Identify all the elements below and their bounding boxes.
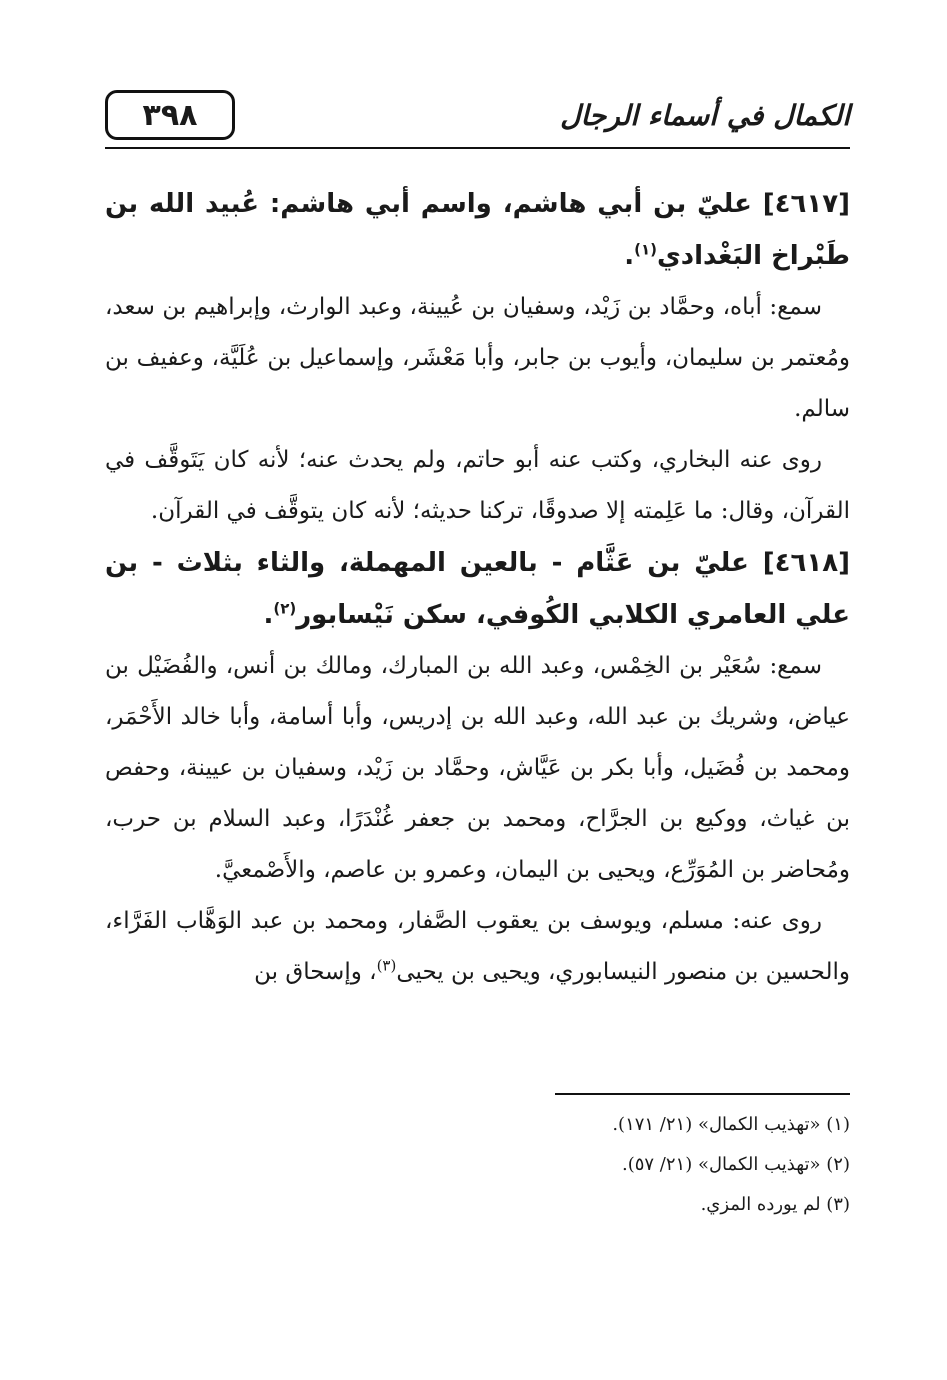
- footnote: (٢) «تهذيب الكمال» (٢١/ ٥٧).: [621, 1154, 850, 1175]
- footnote: (١) «تهذيب الكمال» (٢١/ ١٧١).: [612, 1114, 850, 1135]
- footnote-ref: (٣): [376, 956, 397, 975]
- footnote: (٣) لم يورده المزي.: [700, 1194, 850, 1215]
- book-page: [105, 90, 850, 1290]
- main-text: [105, 178, 850, 998]
- footnote-ref: (٢): [273, 599, 297, 618]
- paragraph: سمع: أباه، وحمَّاد بن زَيْد، وسفيان بن عُيينة، وعبد الوارث، وإبراهيم بن سعد، ومُعتمر بن سليمان، وأيوب بن جابر، وأبا مَعْشَر، وإسماعيل بن عُلَيَّة، وعفيف بن سالم.: [105, 294, 850, 422]
- paragraph: روى عنه: مسلم، ويوسف بن يعقوب الصَّفار، ومحمد بن عبد الوَهَّاب الفَرَّاء، والحسين بن منصور النيسابوري، ويحيى بن يحيى$^{(٣)}$، وإسحاق بن: [105, 908, 850, 985]
- page-number-box: [105, 90, 235, 140]
- page-header: [105, 90, 850, 150]
- paragraph: سمع: سُعَيْر بن الخِمْس، وعبد الله بن المبارك، ومالك بن أنس، والفُضَيْل بن عياض، وشريك بن عبد الله، وعبد الله بن إدريس، وأبا أسامة، وأبا خالد الأَحْمَر، ومحمد بن فُضَيل، وأبا بكر بن عَيَّاش، وحمَّاد بن زَيْد، وسفيان بن عيينة، وحفص بن غياث، ووكيع بن الجرَّاح، ومحمد بن جعفر غُنْدَرًا، وعبد السلام بن حرب، ومُحاضر بن المُوَرِّع، ويحيى بن اليمان، وعمرو بن عاصم، والأَصْمعيَّ.: [105, 653, 850, 883]
- page-number: ٣٩٨: [142, 97, 198, 133]
- paragraph: روى عنه البخاري، وكتب عنه أبو حاتم، ولم يحدث عنه؛ لأنه كان يَتَوقَّف في القرآن، وقال: ما عَلِمته إلا صدوقًا، تركنا حديثه؛ لأنه كان يتوقَّف في القرآن.: [105, 447, 850, 524]
- footnote-ref: (١): [634, 240, 657, 259]
- book-title: الكمال في أسماء الرجال: [560, 98, 850, 132]
- entry-title-4617: [٤٦١٧] عليّ بن أبي هاشم، واسم أبي هاشم: عُبيد الله بن طَبْراخ البَغْدادي$^{(١)}$.: [105, 189, 850, 271]
- footnotes: [105, 1105, 850, 1225]
- footnote-divider: [555, 1093, 850, 1095]
- header-divider: [105, 147, 850, 149]
- entry-title-4618: [٤٦١٨] عليّ بن عَثَّام - بالعين المهملة، والثاء بثلاث - بن علي العامري الكلابي الكُوفي، سكن نَيْسابور$^{(٢)}$.: [105, 548, 850, 630]
